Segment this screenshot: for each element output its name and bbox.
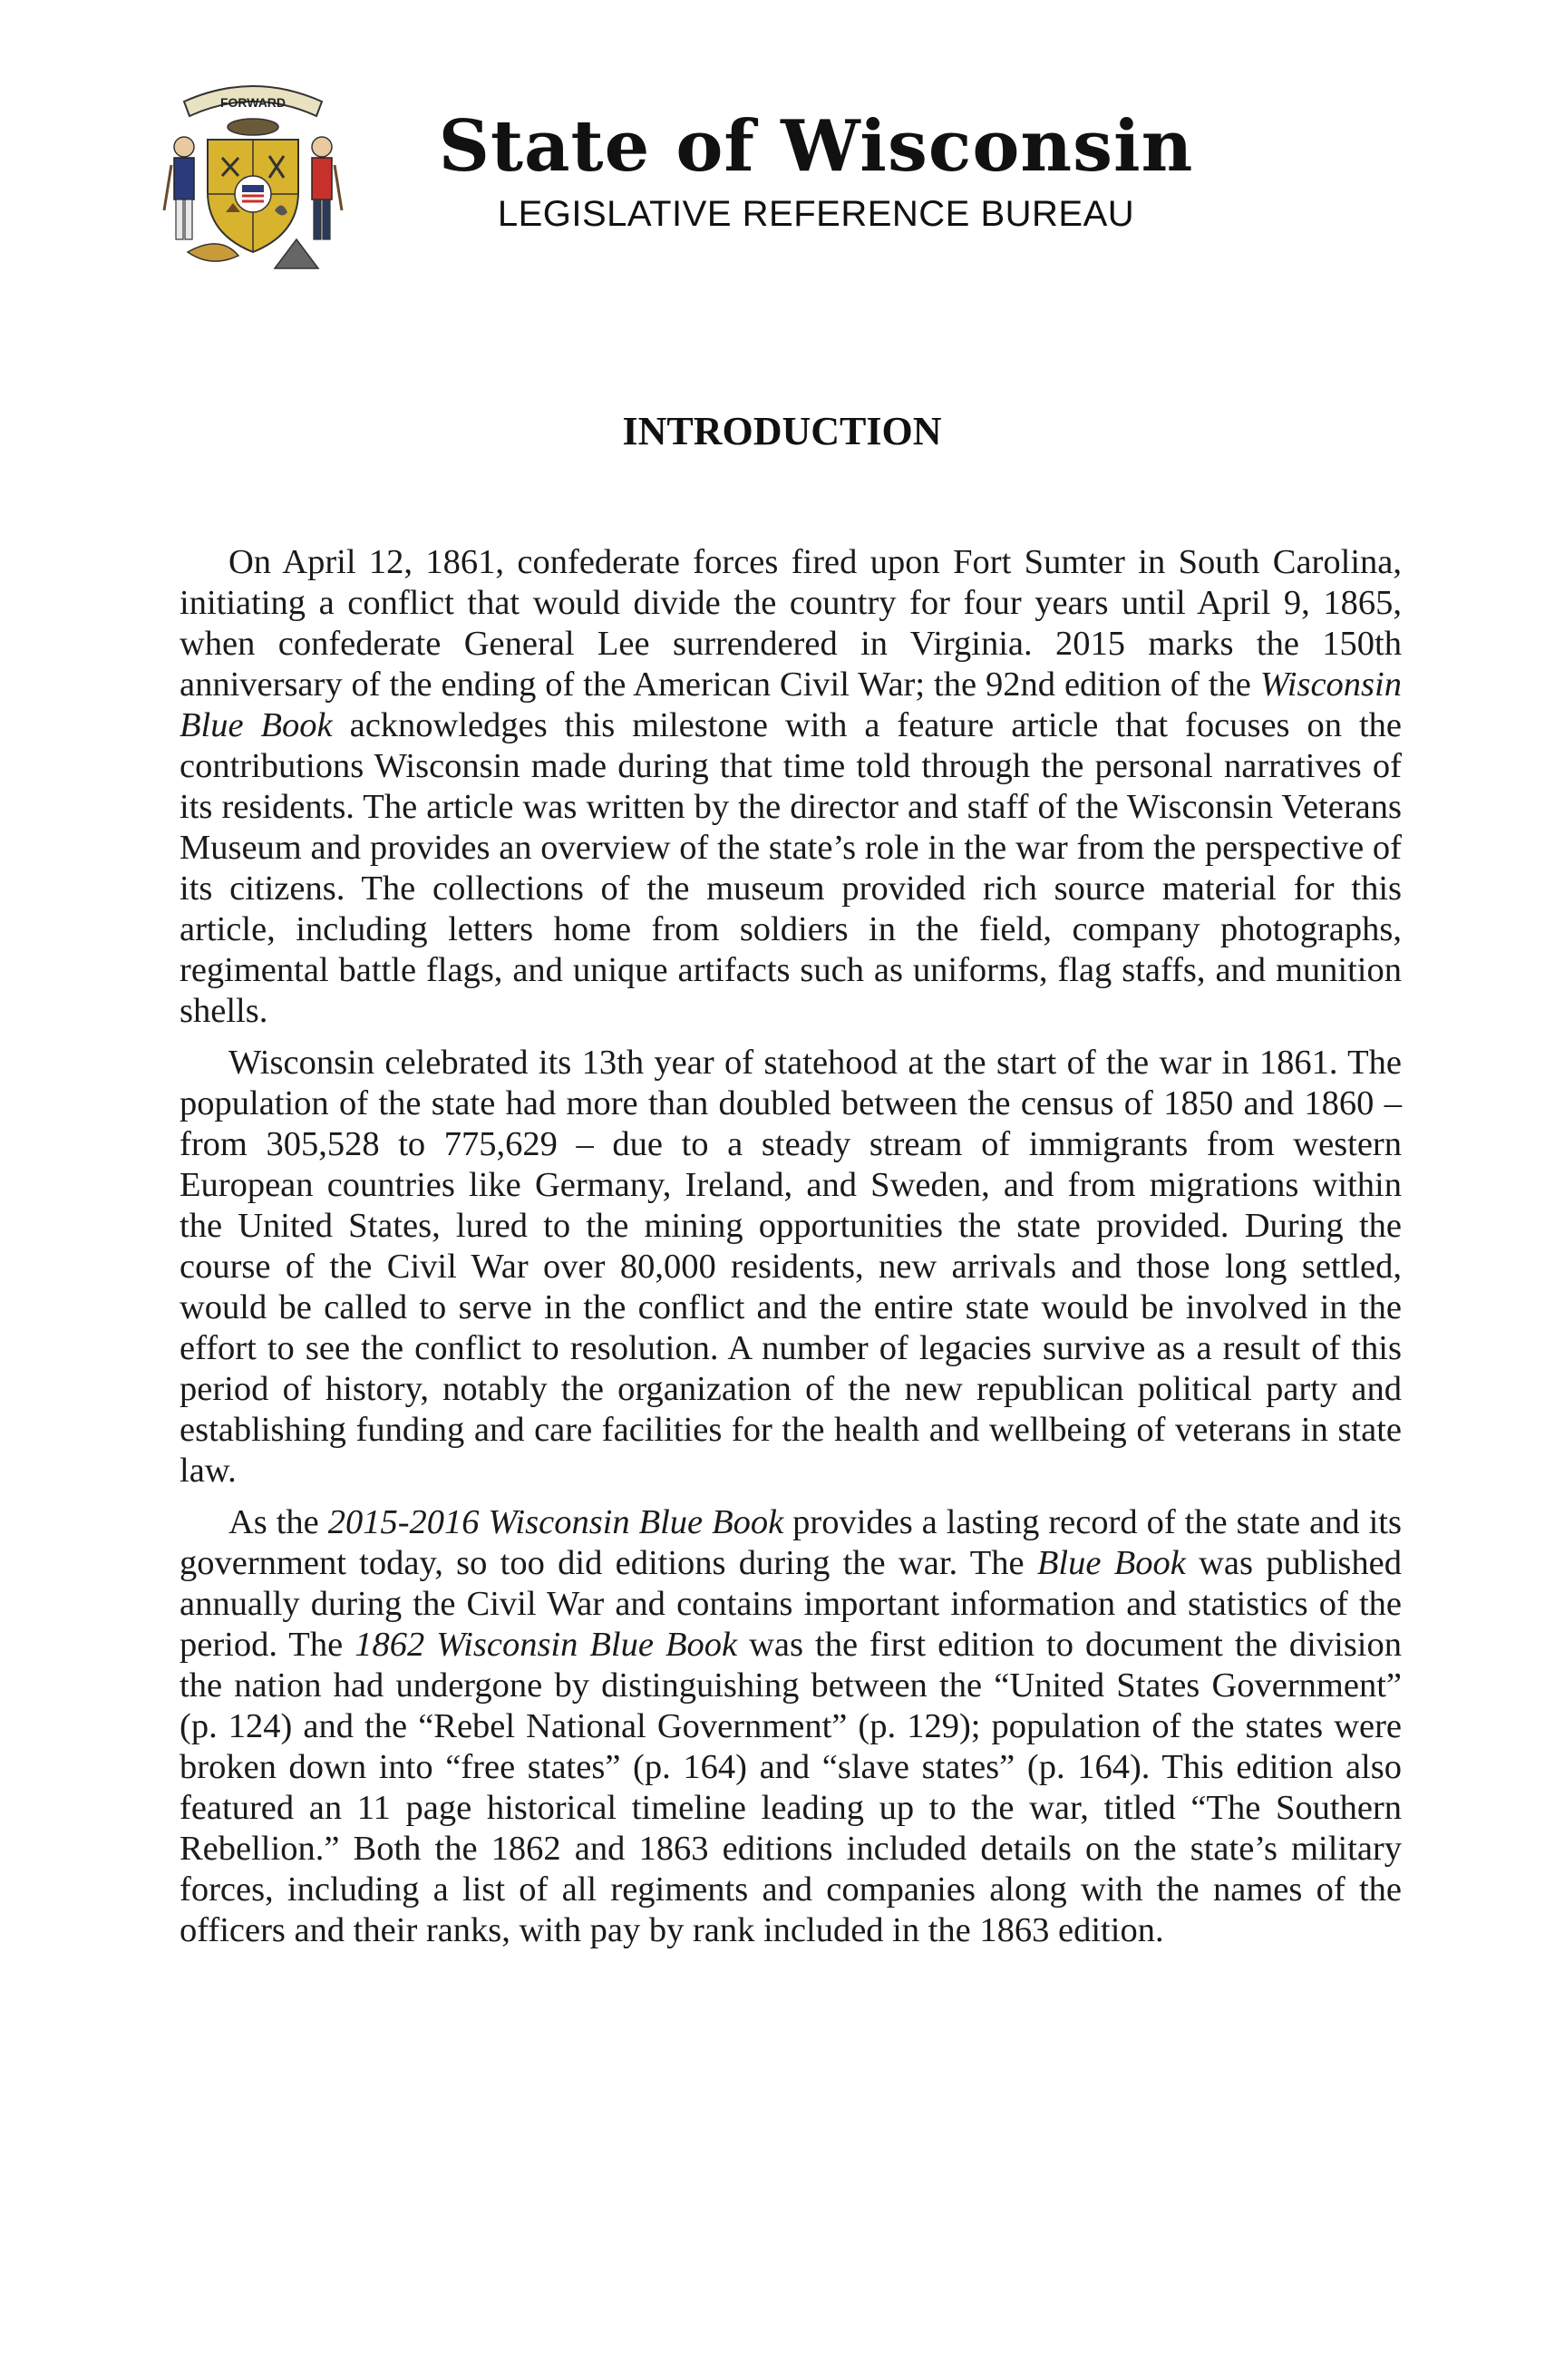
paragraph-1 [180,542,1402,1032]
masthead [426,107,1206,234]
paragraph-3 [180,1502,1402,1951]
paragraph-3-text-c: was published annually during the Civil War and contains important information and statistics of the period. The [180,1544,1402,1664]
paragraph-3-text-a: As the [228,1503,328,1541]
bureau-name: LEGISLATIVE REFERENCE BUREAU [497,194,1135,234]
page-title: State of Wisconsin [438,105,1194,188]
paragraph-1-text-b: acknowledges this milestone with a feature article that focuses on the contributions Wisconsin made during that time told through the personal narratives of its residents. The article was written by the director and staff of the Wisconsin Veterans Museum and provides an overview of the state’s role in the war from the perspective of its citizens. The collections of the museum provided rich source material for this article, including letters home from soldiers in the field, company photographs, regimental battle flags, and unique artifacts such as uniforms, flag staffs, and munition shells. [180,706,1402,1030]
body-text [180,542,1402,1962]
paragraph-3-italic-c: 1862 Wisconsin Blue Book [355,1626,738,1664]
paragraph-3-text-d: was the first edition to document the division the nation had undergone by distinguishing between the “United States Government” (p. 124) and the “Rebel National Government” (p. 129); population of the states were broken down into “free states” (p. 164) and “slave states” (p. 164). This edition also featured an 11 page historical timeline leading up to the war, titled “The Southern Rebellion.” Both the 1862 and 1863 editions included details on the state’s military forces, including a list of all regiments and companies along with the names of the officers and their ranks, with pay by rank included in the 1863 edition. [180,1626,1402,1949]
paragraph-1-text-a: On April 12, 1861, confederate forces fired upon Fort Sumter in South Carolina, initiating a conflict that would divide the country for four years until April 9, 1865, when confederate General Lee surrendered in Virginia. 2015 marks the 150th anniversary of the ending of the American Civil War; the 92nd edition of the [180,543,1402,704]
paragraph-1-italic-a: Wisconsin Blue Book [180,665,1402,744]
paragraph-3-italic-a: 2015-2016 Wisconsin Blue Book [327,1503,784,1541]
paragraph-3-italic-b: Blue Book [1036,1544,1186,1582]
paragraph-2-text: Wisconsin celebrated its 13th year of statehood at the start of the war in 1861. The population of the state had more than doubled between the census of 1850 and 1860 – from 305,528 to 775,629 – due to a steady stream of immigrants from western European countries like Germany, Ireland, and Sweden, and from migrations within the United States, lured to the mining opportunities the state provided. During the course of the Civil War over 80,000 residents, new arrivals and those long settled, would be called to serve in the conflict and the entire state would be involved in the effort to see the conflict to resolution. A number of legacies survive as a result of this period of history, notably the organization of the new republican political party and establishing funding and care facilities for the health and wellbeing of veterans in state law. [180,1044,1402,1490]
seal-banner-text: FORWARD [219,95,287,110]
wisconsin-state-seal-icon [148,74,358,285]
paragraph-2 [180,1043,1402,1491]
section-heading: INTRODUCTION [622,409,942,453]
paragraph-3-text-b: provides a lasting record of the state and its government today, so too did editions during the war. The [180,1503,1402,1582]
